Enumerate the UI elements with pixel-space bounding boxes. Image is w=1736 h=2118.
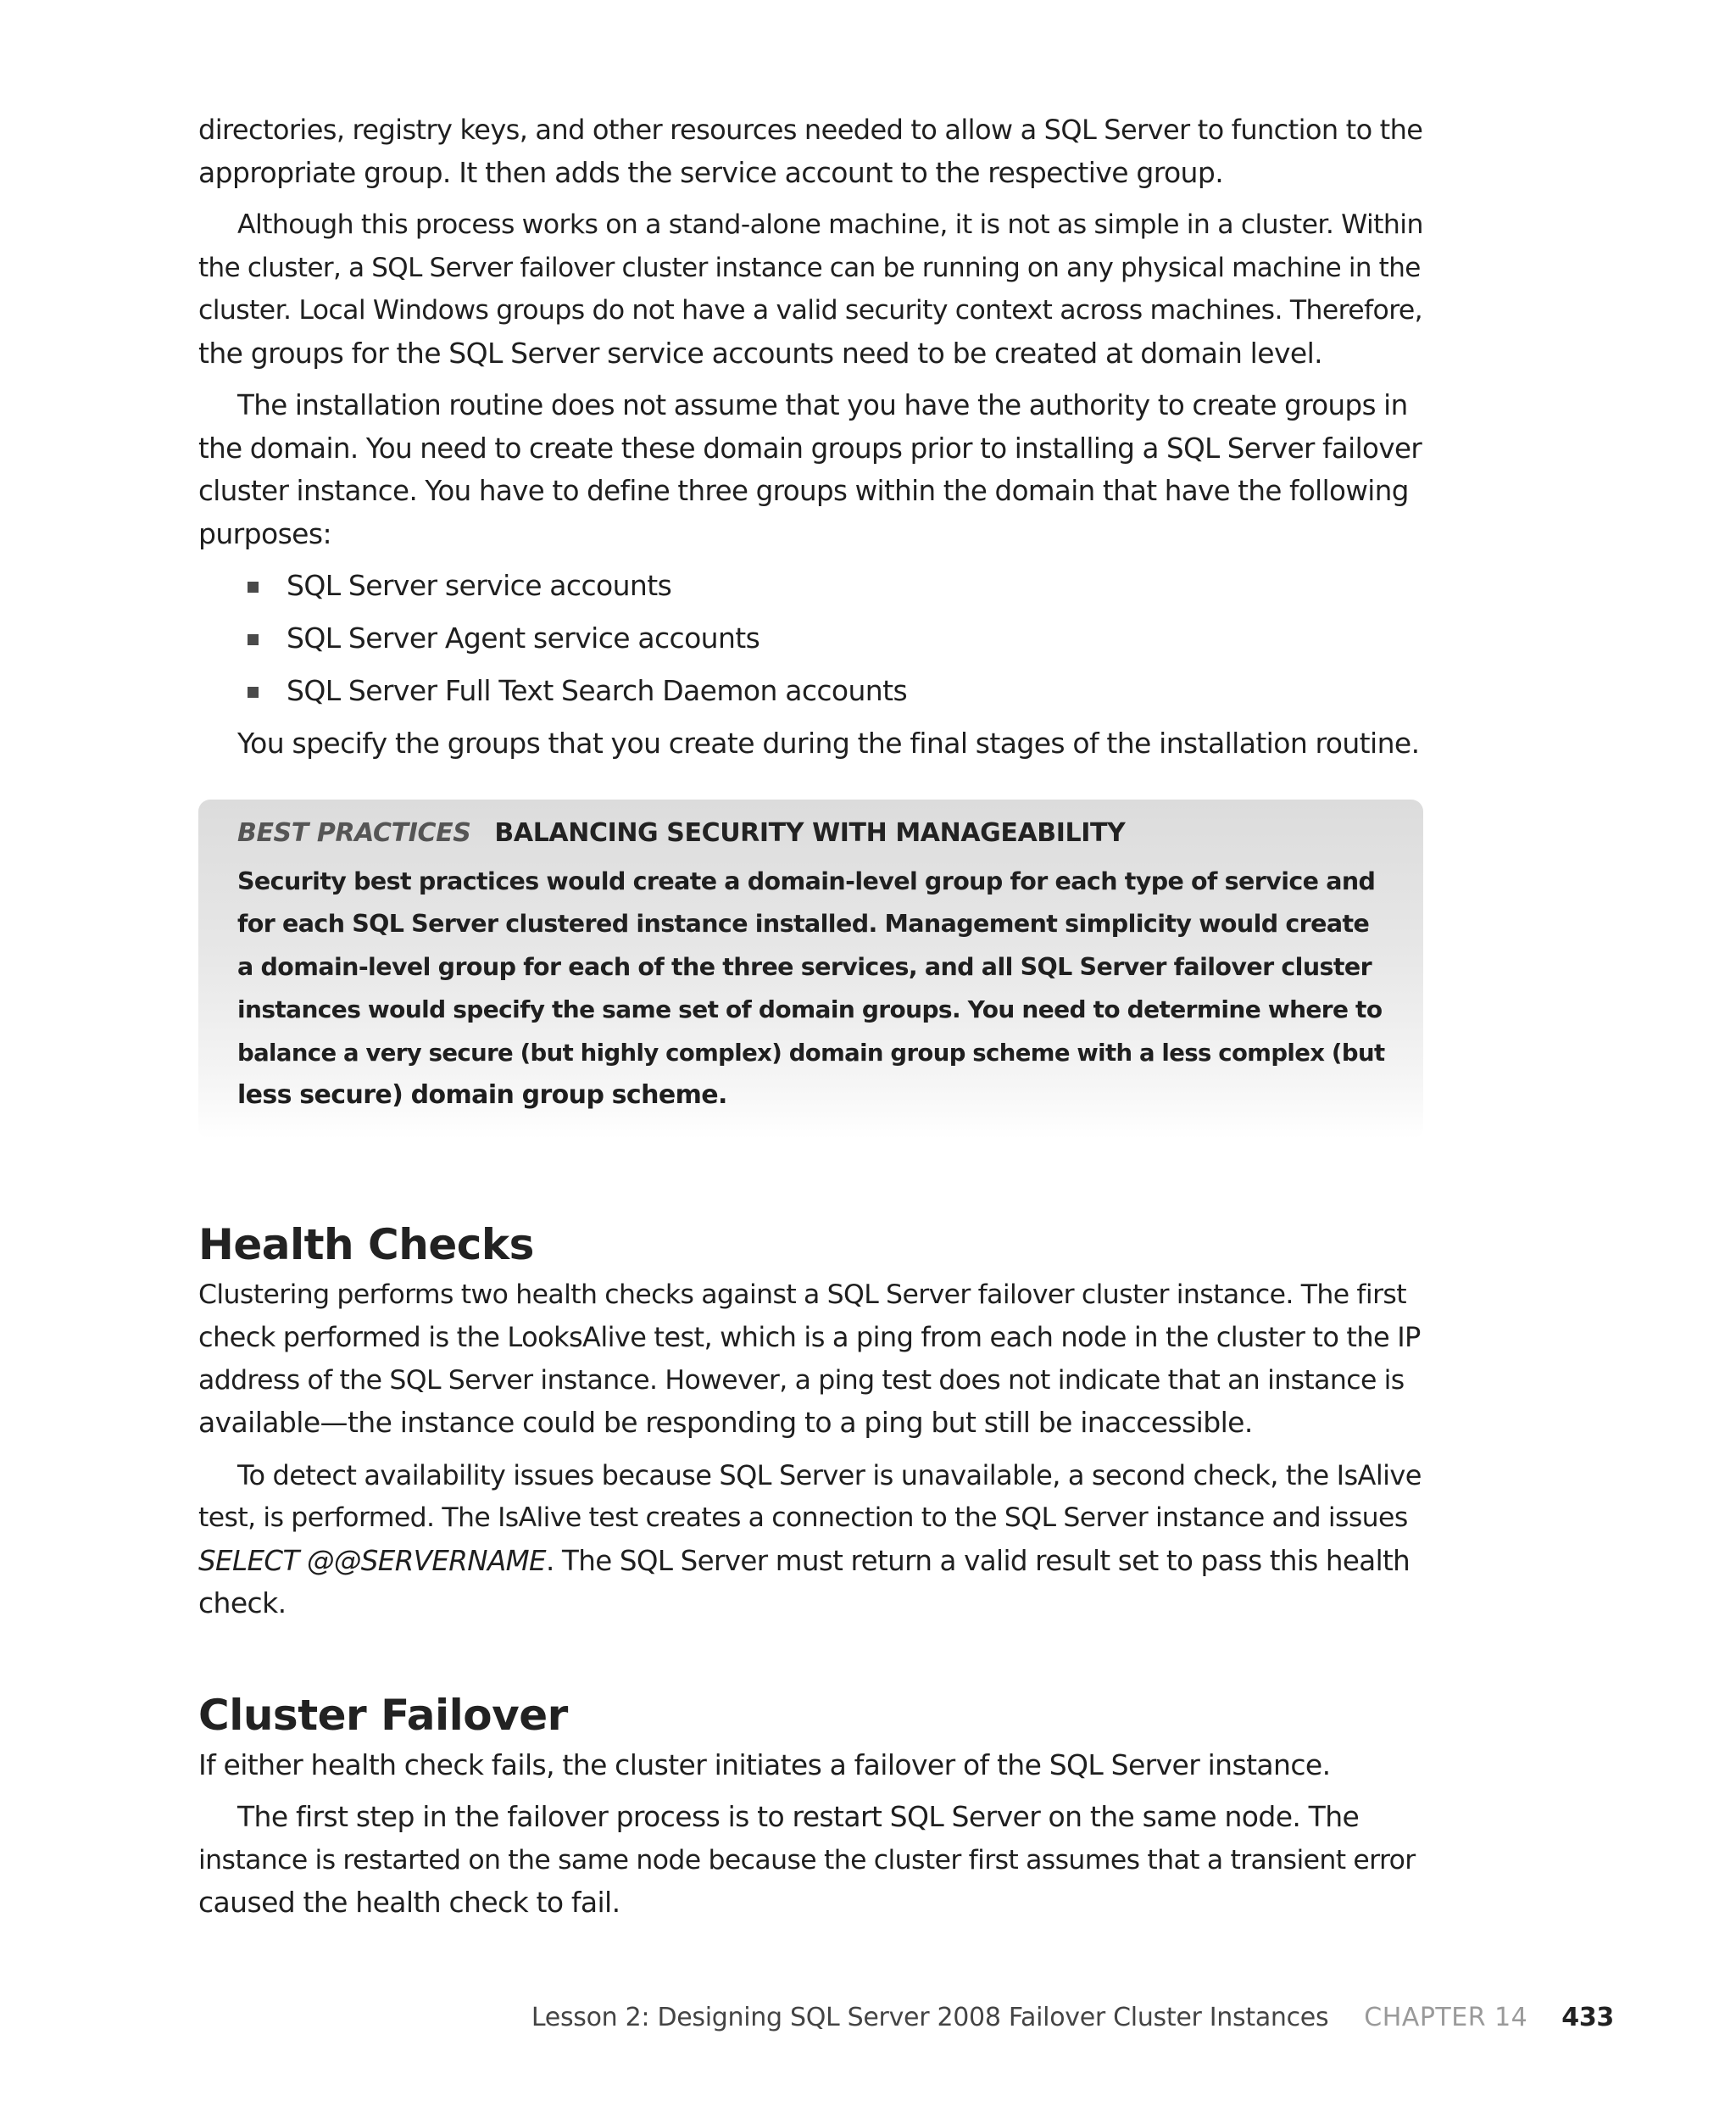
- list-item: [198, 565, 1423, 608]
- purpose-list: [198, 565, 1423, 713]
- text-line: the groups for the SQL Server service accounts need to be created at domain level.: [198, 336, 1323, 370]
- text-line: test, is performed. The IsAlive test creates a connection to the SQL Server instance and issues: [198, 1502, 1408, 1533]
- text-line: appropriate group. It then adds the service account to the respective group.: [198, 155, 1224, 189]
- text-line: directories, registry keys, and other resources needed to allow a SQL Server to function to the: [198, 114, 1423, 146]
- specify-paragraph: [198, 722, 1423, 766]
- cluster-paragraph: [198, 203, 1423, 375]
- list-item: [198, 617, 1423, 660]
- list-item-text: SQL Server service accounts: [287, 569, 672, 602]
- best-practices-label: BEST PRACTICES: [237, 817, 471, 848]
- text-line: instance is restarted on the same node because the cluster first assumes that a transient error: [198, 1844, 1416, 1876]
- footer-chapter: CHAPTER 14: [1364, 2003, 1528, 2032]
- text-line: check.: [198, 1586, 287, 1619]
- text-line: for each SQL Server clustered instance installed. Management simplicity would create: [237, 910, 1370, 938]
- text-line: less secure) domain group scheme.: [237, 1080, 727, 1110]
- text-line: check performed is the LooksAlive test, which is a ping from each node in the cluster to the IP: [198, 1321, 1421, 1353]
- text-line: purposes:: [198, 516, 331, 550]
- text-line: If either health check fails, the cluster initiates a failover of the SQL Server instance.: [198, 1747, 1331, 1781]
- text-line: cluster. Local Windows groups do not have a valid security context across machines. Therefore,: [198, 295, 1423, 326]
- list-item: [198, 670, 1423, 713]
- bullet-square-icon: [248, 634, 259, 645]
- text-line: balance a very secure (but highly complex) domain group scheme with a less complex (but: [237, 1039, 1385, 1067]
- bullet-square-icon: [248, 687, 259, 698]
- text-line: Clustering performs two health checks against a SQL Server failover cluster instance. The first: [198, 1279, 1406, 1310]
- cluster-failover-heading: Cluster Failover: [198, 1690, 568, 1740]
- sql-code: SELECT @@SERVERNAME: [198, 1544, 546, 1577]
- cluster-failover-paragraph-2: [198, 1796, 1423, 1925]
- list-item-text: SQL Server Agent service accounts: [287, 621, 760, 655]
- health-checks-paragraph-2: [198, 1454, 1423, 1625]
- text-line: the domain. You need to create these domain groups prior to installing a SQL Server failover: [198, 432, 1422, 465]
- text-line: [198, 1540, 1423, 1583]
- text-line: address of the SQL Server instance. However, a ping test does not indicate that an instance is: [198, 1364, 1405, 1396]
- text-line: You specify the groups that you create during the final stages of the installation routine.: [237, 727, 1420, 760]
- cluster-failover-paragraph-1: [198, 1744, 1423, 1787]
- page-number: 433: [1561, 2003, 1614, 2032]
- text-line: available—the instance could be responding to a ping but still be inaccessible.: [198, 1406, 1253, 1439]
- bullet-square-icon: [248, 582, 259, 593]
- sidebar-body: [237, 861, 1389, 1118]
- text-line: The first step in the failover process is to restart SQL Server on the same node. The: [237, 1800, 1360, 1833]
- health-checks-heading: Health Checks: [198, 1219, 534, 1269]
- text-span: . The SQL Server must return a valid result set to pass this health: [546, 1544, 1410, 1577]
- page-content: [198, 109, 1423, 1934]
- text-line: cluster instance. You have to define three groups within the domain that have the following: [198, 475, 1409, 507]
- footer-lesson-title: Lesson 2: Designing SQL Server 2008 Failover Cluster Instances: [531, 2003, 1329, 2032]
- health-checks-paragraph-1: [198, 1274, 1423, 1445]
- list-item-text: SQL Server Full Text Search Daemon accounts: [287, 674, 908, 707]
- text-line: a domain-level group for each of the three services, and all SQL Server failover cluster: [237, 952, 1372, 981]
- intro-paragraph: [198, 109, 1423, 194]
- best-practices-title: BALANCING SECURITY WITH MANAGEABILITY: [494, 817, 1126, 848]
- text-line: caused the health check to fail.: [198, 1886, 620, 1919]
- page-footer: [531, 1999, 1614, 2037]
- text-line: Although this process works on a stand-alone machine, it is not as simple in a cluster. Within: [237, 209, 1423, 240]
- text-line: The installation routine does not assume that you have the authority to create groups in: [237, 389, 1408, 421]
- text-line: Security best practices would create a domain-level group for each type of service and: [237, 867, 1376, 895]
- text-line: instances would specify the same set of domain groups. You need to determine where to: [237, 995, 1383, 1023]
- install-paragraph: [198, 384, 1423, 555]
- text-line: To detect availability issues because SQL Server is unavailable, a second check, the IsAlive: [237, 1458, 1422, 1491]
- sidebar-heading: [237, 815, 1389, 852]
- best-practices-sidebar: [198, 800, 1423, 1140]
- text-line: the cluster, a SQL Server failover cluster instance can be running on any physical machine in the: [198, 252, 1421, 283]
